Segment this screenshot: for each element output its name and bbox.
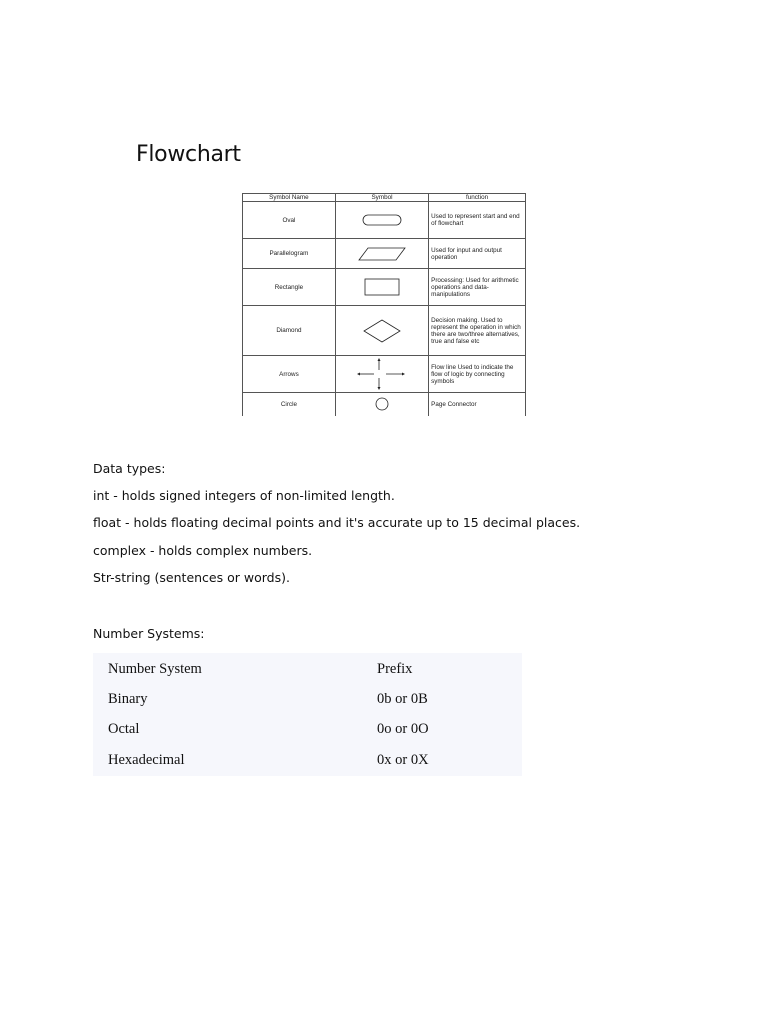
header-symbol: Symbol	[335, 194, 428, 202]
row-prefix: 0x or 0X	[377, 752, 429, 768]
data-type-item: int - holds signed integers of non-limited length.	[93, 488, 395, 503]
row-name: Circle	[243, 393, 336, 416]
table-row	[243, 306, 526, 356]
arrows-symbol-icon	[357, 358, 407, 390]
oval-symbol-icon	[362, 214, 402, 226]
row-function: Page Connector	[429, 393, 526, 416]
row-function: Used to represent start and end of flowchart	[429, 202, 526, 239]
row-name: Rectangle	[243, 269, 336, 306]
diamond-symbol-icon	[363, 319, 401, 343]
table-row	[243, 202, 526, 239]
row-function: Used for input and output operation	[429, 239, 526, 269]
row-function: Decision making. Used to represent the operation in which there are two/three alternatives, true and false etc	[429, 306, 526, 356]
data-type-item: complex - holds complex numbers.	[93, 543, 313, 558]
table-header-row	[243, 194, 526, 202]
row-system: Octal	[108, 721, 140, 737]
header-prefix: Prefix	[377, 661, 413, 677]
header-symbol-name: Symbol Name	[243, 194, 336, 202]
data-type-item: float - holds floating decimal points and it's accurate up to 15 decimal places.	[93, 515, 581, 530]
row-system: Binary	[108, 691, 148, 707]
page-title: Flowchart	[136, 142, 241, 167]
table-row	[243, 393, 526, 416]
parallelogram-symbol-icon	[358, 247, 406, 261]
number-systems-table	[93, 653, 522, 776]
rectangle-symbol-icon	[364, 278, 400, 296]
table-row	[243, 356, 526, 393]
row-system: Hexadecimal	[108, 752, 185, 768]
row-name: Diamond	[243, 306, 336, 356]
row-prefix: 0o or 0O	[377, 721, 429, 737]
row-function: Flow line Used to indicate the flow of logic by connecting symbols	[429, 356, 526, 393]
row-name: Arrows	[243, 356, 336, 393]
header-function: function	[429, 194, 526, 202]
row-name: Oval	[243, 202, 336, 239]
table-row	[243, 269, 526, 306]
row-function: Processing: Used for arithmetic operations and data-manipulations	[429, 269, 526, 306]
row-name: Parallelogram	[243, 239, 336, 269]
row-prefix: 0b or 0B	[377, 691, 428, 707]
flowchart-symbol-table	[242, 193, 526, 416]
data-type-item: Str-string (sentences or words).	[93, 570, 290, 585]
number-systems-heading: Number Systems:	[93, 626, 205, 641]
header-number-system: Number System	[108, 661, 202, 677]
table-row	[243, 239, 526, 269]
data-types-heading: Data types:	[93, 461, 166, 476]
circle-symbol-icon	[375, 397, 389, 411]
